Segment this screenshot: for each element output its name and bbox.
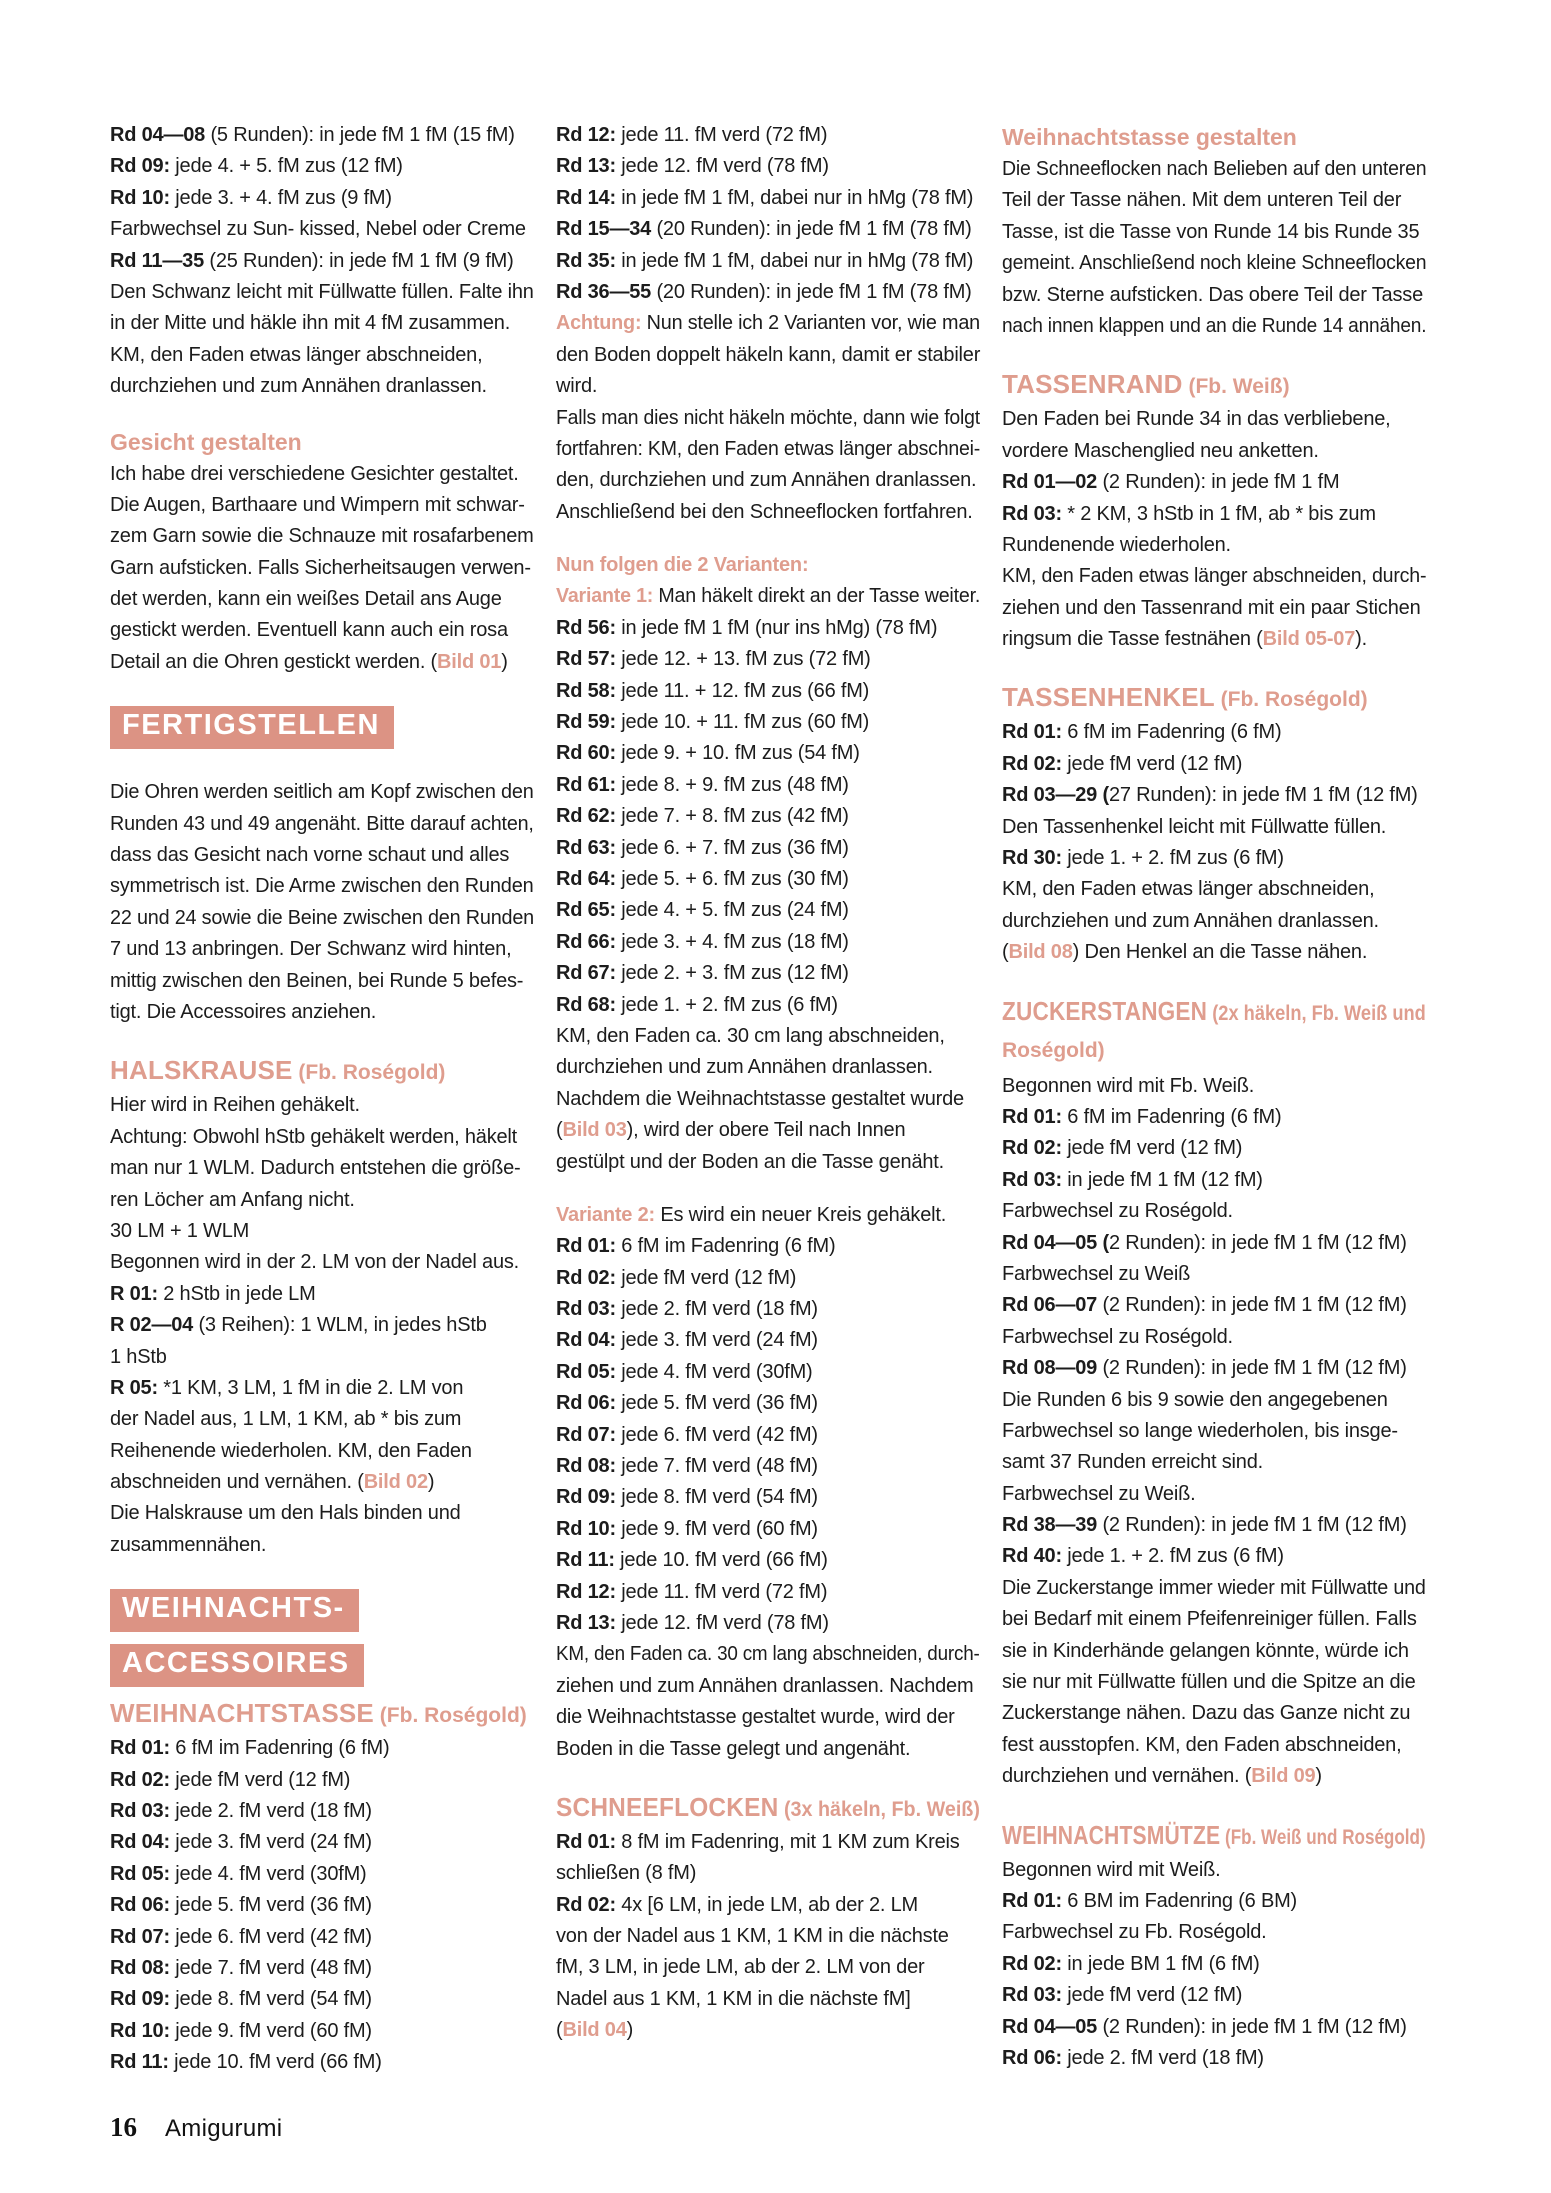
text-line: Rd 03: jede 2. fM verd (18 fM)	[556, 1298, 818, 1321]
text-line: Achtung: Nun stelle ich 2 Varianten vor, wie man	[556, 312, 980, 335]
text-line: gestickt werden. Eventuell kann auch ein rosa	[110, 619, 508, 642]
text-line: durchziehen und vernähen. (Bild 09)	[1002, 1765, 1322, 1788]
text-line: 22 und 24 sowie die Beine zwischen den Runden	[110, 906, 534, 929]
text-line: Teil der Tasse nähen. Mit dem unteren Teil der	[1002, 189, 1402, 212]
text-line: Garn aufsticken. Falls Sicherheitsaugen verwen-	[110, 556, 531, 579]
text-line: dass das Gesicht nach vorne schaut und alles	[110, 844, 510, 867]
text-line: Rd 10: jede 3. + 4. fM zus (9 fM)	[110, 186, 392, 209]
text-line: Rd 03: in jede fM 1 fM (12 fM)	[1002, 1168, 1263, 1191]
section-heading: Roségold)	[1002, 1038, 1105, 1062]
spacer	[1002, 342, 1426, 364]
text-line: Rd 07: jede 6. fM verd (42 fM)	[110, 1925, 372, 1948]
spacer	[556, 1178, 980, 1200]
text-line: Rd 09: jede 4. + 5. fM zus (12 fM)	[110, 155, 403, 178]
section-heading: TASSENRAND (Fb. Weiß)	[1002, 369, 1290, 400]
text-line: Rd 60: jede 9. + 10. fM zus (54 fM)	[556, 742, 860, 765]
text-line: Rd 56: in jede fM 1 fM (nur ins hMg) (78 fM)	[556, 616, 938, 639]
text-line: durchziehen und zum Annähen dranlassen.	[1002, 909, 1379, 932]
text-line: ziehen und zum Annähen dranlassen. Nachdem	[556, 1674, 974, 1697]
spacer	[110, 403, 534, 425]
sub-heading: Gesicht gestalten	[110, 428, 302, 455]
section-heading: HALSKRAUSE (Fb. Roségold)	[110, 1055, 446, 1086]
text-line: Rd 04—08 (5 Runden): in jede fM 1 fM (15 fM)	[110, 124, 515, 146]
section-heading: ZUCKERSTANGEN (2x häkeln, Fb. Weiß und	[1002, 995, 1426, 1026]
text-line: ren Löcher am Anfang nicht.	[110, 1188, 355, 1211]
spacer	[556, 528, 980, 550]
text-line: Begonnen wird mit Weiß.	[1002, 1858, 1221, 1881]
text-line: sie nur mit Füllwatte füllen und die Spitze an die	[1002, 1671, 1416, 1694]
text-line: Rd 06: jede 5. fM verd (36 fM)	[110, 1894, 372, 1917]
text-line: Farbwechsel zu Fb. Roségold.	[1002, 1921, 1267, 1944]
text-line: Boden in die Tasse gelegt und angenäht.	[556, 1737, 911, 1760]
text-line: Nachdem die Weihnachtstasse gestaltet wurde	[556, 1087, 964, 1110]
text-line: nach innen klappen und an die Runde 14 annähen.	[1002, 314, 1427, 337]
text-line: tigt. Die Accessoires anziehen.	[110, 1000, 377, 1023]
banner-heading-label: ACCESSOIRES	[110, 1644, 364, 1687]
text-line: Rd 01: 8 fM im Fadenring, mit 1 KM zum Kreis	[556, 1830, 960, 1853]
section-heading: SCHNEEFLOCKEN (3x häkeln, Fb. Weiß)	[556, 1791, 980, 1822]
text-line: fest ausstopfen. KM, den Faden abschneiden,	[1002, 1733, 1402, 1756]
text-line: Die Augen, Barthaare und Wimpern mit schwar-	[110, 493, 525, 516]
text-line: Zuckerstange nähen. Dazu das Ganze nicht zu	[1002, 1702, 1411, 1725]
text-line: Rd 10: jede 9. fM verd (60 fM)	[110, 2019, 372, 2042]
text-line: Rd 64: jede 5. + 6. fM zus (30 fM)	[556, 867, 849, 890]
page-number: 16	[110, 2112, 137, 2142]
text-line: Rd 01—02 (2 Runden): in jede fM 1 fM	[1002, 471, 1340, 494]
text-line: zem Garn sowie die Schnauze mit rosafarbenem	[110, 525, 534, 548]
text-line: sie in Kinderhände gelangen könnte, würde ich	[1002, 1639, 1409, 1662]
text-line: Rd 62: jede 7. + 8. fM zus (42 fM)	[556, 805, 849, 828]
text-line: die Weihnachtstasse gestaltet wurde, wird der	[556, 1706, 955, 1729]
text-line: Anschließend bei den Schneeflocken fortfahren.	[556, 500, 973, 523]
text-line: Rundenende wiederholen.	[1002, 533, 1231, 556]
text-line: Farbwechsel zu Sun- kissed, Nebel oder Creme	[110, 218, 526, 241]
text-line: KM, den Faden etwas länger abschneiden,	[1002, 878, 1375, 901]
text-line: 1 hStb	[110, 1345, 167, 1368]
text-line: von der Nadel aus 1 KM, 1 KM in die nächste	[556, 1925, 949, 1948]
text-line: Rd 03: * 2 KM, 3 hStb in 1 fM, ab * bis zum	[1002, 502, 1376, 525]
text-line: symmetrisch ist. Die Arme zwischen den Runden	[110, 875, 534, 898]
text-line: Rd 30: jede 1. + 2. fM zus (6 fM)	[1002, 847, 1284, 870]
text-line: Farbwechsel so lange wiederholen, bis insge-	[1002, 1419, 1398, 1442]
text-line: Ich habe drei verschiedene Gesichter gestaltet.	[110, 462, 519, 485]
banner-heading	[110, 1583, 534, 1638]
text-column-middle	[556, 120, 980, 2047]
text-line: Rd 35: in jede fM 1 fM, dabei nur in hMg (78 fM)	[556, 249, 974, 272]
text-line: Farbwechsel zu Weiß.	[1002, 1482, 1196, 1505]
spacer	[1002, 655, 1426, 677]
text-line: vordere Maschenglied neu anketten.	[1002, 439, 1319, 462]
sub-heading: Weihnachtstasse gestalten	[1002, 124, 1297, 150]
text-line: Die Halskrause um den Hals binden und	[110, 1502, 461, 1525]
text-column-right	[1002, 120, 1426, 2074]
text-line: Rd 02: jede fM verd (12 fM)	[110, 1768, 351, 1791]
text-line: KM, den Faden ca. 30 cm lang abschneiden, durch-	[556, 1643, 980, 1666]
text-line: Rd 09: jede 8. fM verd (54 fM)	[556, 1486, 818, 1509]
banner-heading-label: FERTIGSTELLEN	[110, 706, 394, 749]
text-line: Rd 05: jede 4. fM verd (30fM)	[556, 1360, 813, 1383]
text-line: (Bild 03), wird der obere Teil nach Innen	[556, 1119, 906, 1142]
text-line: schließen (8 fM)	[556, 1862, 697, 1885]
text-line: Runden 43 und 49 angenäht. Bitte darauf achten,	[110, 812, 534, 835]
text-line: gestülpt und der Boden an die Tasse genäht.	[556, 1150, 945, 1173]
text-line: Rd 12: jede 11. fM verd (72 fM)	[556, 124, 828, 146]
text-line: Rd 01: 6 fM im Fadenring (6 fM)	[1002, 721, 1282, 744]
spacer	[110, 1561, 534, 1583]
text-line: Rd 65: jede 4. + 5. fM zus (24 fM)	[556, 899, 849, 922]
text-line: Rd 02: 4x [6 LM, in jede LM, ab der 2. LM	[556, 1893, 918, 1916]
text-line: Rd 02: in jede BM 1 fM (6 fM)	[1002, 1952, 1260, 1975]
magazine-title: Amigurumi	[165, 2115, 283, 2142]
text-line: Rd 06—07 (2 Runden): in jede fM 1 fM (12 fM)	[1002, 1294, 1407, 1317]
text-line: samt 37 Runden erreicht sind.	[1002, 1451, 1264, 1474]
text-line: 30 LM + 1 WLM	[110, 1219, 250, 1242]
text-line: Rd 04—05 (2 Runden): in jede fM 1 fM (12 fM)	[1002, 1231, 1407, 1254]
text-line: Rd 02: jede fM verd (12 fM)	[1002, 752, 1243, 775]
text-line: gemeint. Anschließend noch kleine Schneeflocken	[1002, 252, 1427, 275]
text-line: fM, 3 LM, in jede LM, ab der 2. LM von der	[556, 1956, 925, 1979]
text-line: Rd 08: jede 7. fM verd (48 fM)	[556, 1455, 818, 1478]
text-line: Rd 04: jede 3. fM verd (24 fM)	[110, 1831, 372, 1854]
text-line: R 05: *1 KM, 3 LM, 1 fM in die 2. LM von	[110, 1376, 464, 1399]
text-line: abschneiden und vernähen. (Bild 02)	[110, 1471, 435, 1494]
text-line: Tasse, ist die Tasse von Runde 14 bis Runde 35	[1002, 220, 1420, 243]
text-line: Begonnen wird mit Fb. Weiß.	[1002, 1074, 1255, 1097]
text-line: Rd 15—34 (20 Runden): in jede fM 1 fM (78 fM)	[556, 218, 972, 241]
text-line: den Boden doppelt häkeln kann, damit er stabiler	[556, 343, 981, 366]
text-line: Rd 02: jede fM verd (12 fM)	[1002, 1137, 1243, 1160]
text-line: durchziehen und zum Annähen dranlassen.	[556, 1056, 933, 1079]
text-line: Den Faden bei Runde 34 in das verbliebene,	[1002, 408, 1391, 431]
text-line: Rd 01: 6 fM im Fadenring (6 fM)	[110, 1737, 390, 1760]
text-line: Rd 11: jede 10. fM verd (66 fM)	[556, 1549, 828, 1572]
text-line: Rd 11—35 (25 Runden): in jede fM 1 fM (9 fM)	[110, 249, 514, 272]
text-line: Die Schneeflocken nach Belieben auf den unteren	[1002, 158, 1427, 180]
text-line: Rd 03: jede fM verd (12 fM)	[1002, 1984, 1243, 2007]
spacer	[110, 678, 534, 700]
text-line: Rd 01: 6 fM im Fadenring (6 fM)	[1002, 1105, 1282, 1128]
spacer	[1002, 1793, 1426, 1815]
text-line: Den Schwanz leicht mit Füllwatte füllen. Falte ihn	[110, 280, 534, 303]
text-line: Rd 66: jede 3. + 4. fM zus (18 fM)	[556, 930, 849, 953]
text-line: 7 und 13 anbringen. Der Schwanz wird hinten,	[110, 938, 512, 961]
text-line: Rd 10: jede 9. fM verd (60 fM)	[556, 1517, 818, 1540]
text-line: Rd 12: jede 11. fM verd (72 fM)	[556, 1580, 828, 1603]
text-line: (Bild 08) Den Henkel an die Tasse nähen.	[1002, 941, 1368, 964]
text-line: det werden, kann ein weißes Detail ans Auge	[110, 588, 502, 611]
text-line: Rd 59: jede 10. + 11. fM zus (60 fM)	[556, 711, 870, 734]
text-line: Nadel aus 1 KM, 1 KM in die nächste fM]	[556, 1987, 911, 2010]
text-line: bei Bedarf mit einem Pfeifenreiniger füllen. Falls	[1002, 1608, 1417, 1631]
text-line: Rd 63: jede 6. + 7. fM zus (36 fM)	[556, 836, 849, 859]
text-line: zusammennähen.	[110, 1533, 267, 1556]
text-line: Rd 07: jede 6. fM verd (42 fM)	[556, 1423, 818, 1446]
text-line: Rd 06: jede 2. fM verd (18 fM)	[1002, 2046, 1264, 2069]
text-line: R 02—04 (3 Reihen): 1 WLM, in jedes hStb	[110, 1314, 487, 1337]
text-line: Farbwechsel zu Roségold.	[1002, 1200, 1233, 1223]
text-line: Rd 57: jede 12. + 13. fM zus (72 fM)	[556, 648, 871, 671]
text-line: durchziehen und zum Annähen dranlassen.	[110, 375, 487, 398]
text-line: Rd 36—55 (20 Runden): in jede fM 1 fM (78 fM)	[556, 280, 972, 303]
text-line: Nun folgen die 2 Varianten:	[556, 554, 809, 577]
text-line: Rd 02: jede fM verd (12 fM)	[556, 1266, 797, 1289]
text-line: den, durchziehen und zum Annähen dranlassen.	[556, 469, 977, 492]
text-line: ziehen und den Tassenrand mit ein paar Stichen	[1002, 596, 1421, 619]
text-line: Rd 01: 6 fM im Fadenring (6 fM)	[556, 1235, 836, 1258]
text-line: Rd 13: jede 12. fM verd (78 fM)	[556, 1611, 829, 1634]
text-line: fortfahren: KM, den Faden etwas länger abschnei-	[556, 437, 981, 460]
text-line: Rd 38—39 (2 Runden): in jede fM 1 fM (12 fM)	[1002, 1514, 1407, 1537]
text-line: Reihenende wiederholen. KM, den Faden	[110, 1439, 472, 1462]
text-line: Detail an die Ohren gestickt werden. (Bild 01)	[110, 650, 508, 673]
text-line: bzw. Sterne aufsticken. Das obere Teil der Tasse	[1002, 283, 1424, 306]
section-heading: WEIHNACHTSTASSE (Fb. Roségold)	[110, 1698, 527, 1729]
text-line: KM, den Faden etwas länger abschneiden,	[110, 343, 483, 366]
text-line: Die Runden 6 bis 9 sowie den angegebenen	[1002, 1388, 1388, 1411]
text-line: der Nadel aus, 1 LM, 1 KM, ab * bis zum	[110, 1408, 462, 1431]
text-line: Falls man dies nicht häkeln möchte, dann wie folgt	[556, 406, 980, 429]
text-line: Farbwechsel zu Weiß	[1002, 1262, 1191, 1285]
text-line: mittig zwischen den Beinen, bei Runde 5 befes-	[110, 969, 524, 992]
text-line: in der Mitte und häkle ihn mit 4 fM zusammen.	[110, 312, 511, 335]
text-line: man nur 1 WLM. Dadurch entstehen die größe-	[110, 1157, 521, 1180]
text-line: Rd 68: jede 1. + 2. fM zus (6 fM)	[556, 993, 838, 1016]
text-line: Rd 05: jede 4. fM verd (30fM)	[110, 1862, 367, 1885]
text-line: Achtung: Obwohl hStb gehäkelt werden, häkelt	[110, 1125, 518, 1148]
text-line: Rd 03—29 (27 Runden): in jede fM 1 fM (12 fM)	[1002, 784, 1418, 807]
banner-heading-label: WEIHNACHTS-	[110, 1589, 359, 1632]
section-heading: TASSENHENKEL (Fb. Roségold)	[1002, 682, 1368, 713]
text-line: KM, den Faden etwas länger abschneiden, durch-	[1002, 565, 1427, 588]
text-line: Rd 14: in jede fM 1 fM, dabei nur in hMg (78 fM)	[556, 186, 974, 209]
text-line: Den Tassenhenkel leicht mit Füllwatte füllen.	[1002, 815, 1387, 838]
text-line: Begonnen wird in der 2. LM von der Nadel aus.	[110, 1251, 520, 1274]
banner-heading	[110, 1638, 534, 1693]
banner-heading	[110, 700, 534, 755]
text-line: Rd 11: jede 10. fM verd (66 fM)	[110, 2051, 382, 2074]
text-column-left	[110, 120, 534, 2079]
page-footer	[110, 2112, 282, 2143]
text-line: Rd 13: jede 12. fM verd (78 fM)	[556, 155, 829, 178]
text-line: Rd 08: jede 7. fM verd (48 fM)	[110, 1956, 372, 1979]
text-line: Variante 2: Es wird ein neuer Kreis gehäkelt.	[556, 1203, 947, 1226]
text-line: Rd 09: jede 8. fM verd (54 fM)	[110, 1988, 372, 2011]
spacer	[1002, 969, 1426, 991]
text-line: Hier wird in Reihen gehäkelt.	[110, 1094, 360, 1117]
text-line: Rd 03: jede 2. fM verd (18 fM)	[110, 1800, 372, 1823]
text-line: Rd 08—09 (2 Runden): in jede fM 1 fM (12 fM)	[1002, 1357, 1407, 1380]
text-line: Rd 04—05 (2 Runden): in jede fM 1 fM (12 fM)	[1002, 2015, 1407, 2038]
text-line: Rd 61: jede 8. + 9. fM zus (48 fM)	[556, 773, 849, 796]
section-heading: WEIHNACHTSMÜTZE (Fb. Weiß und Roségold)	[1002, 1819, 1426, 1850]
text-line: Rd 58: jede 11. + 12. fM zus (66 fM)	[556, 679, 870, 702]
text-line: R 01: 2 hStb in jede LM	[110, 1282, 316, 1305]
text-line: ringsum die Tasse festnähen (Bild 05-07).	[1002, 628, 1367, 651]
text-line: Rd 04: jede 3. fM verd (24 fM)	[556, 1329, 818, 1352]
spacer	[556, 1765, 980, 1787]
text-line: Farbwechsel zu Roségold.	[1002, 1325, 1233, 1348]
text-line: Rd 40: jede 1. + 2. fM zus (6 fM)	[1002, 1545, 1284, 1568]
spacer	[110, 1028, 534, 1050]
text-line: Rd 06: jede 5. fM verd (36 fM)	[556, 1392, 818, 1415]
text-line: (Bild 04)	[556, 2019, 634, 2042]
text-line: Rd 01: 6 BM im Fadenring (6 BM)	[1002, 1889, 1298, 1912]
text-line: Die Ohren werden seitlich am Kopf zwischen den	[110, 781, 534, 804]
text-line: Die Zuckerstange immer wieder mit Füllwatte und	[1002, 1576, 1426, 1599]
text-line: KM, den Faden ca. 30 cm lang abschneiden,	[556, 1024, 945, 1047]
text-line: Variante 1: Man häkelt direkt an der Tasse weiter.	[556, 585, 981, 608]
text-line: Rd 67: jede 2. + 3. fM zus (12 fM)	[556, 962, 849, 985]
spacer	[110, 755, 534, 777]
text-line: wird.	[556, 375, 598, 398]
